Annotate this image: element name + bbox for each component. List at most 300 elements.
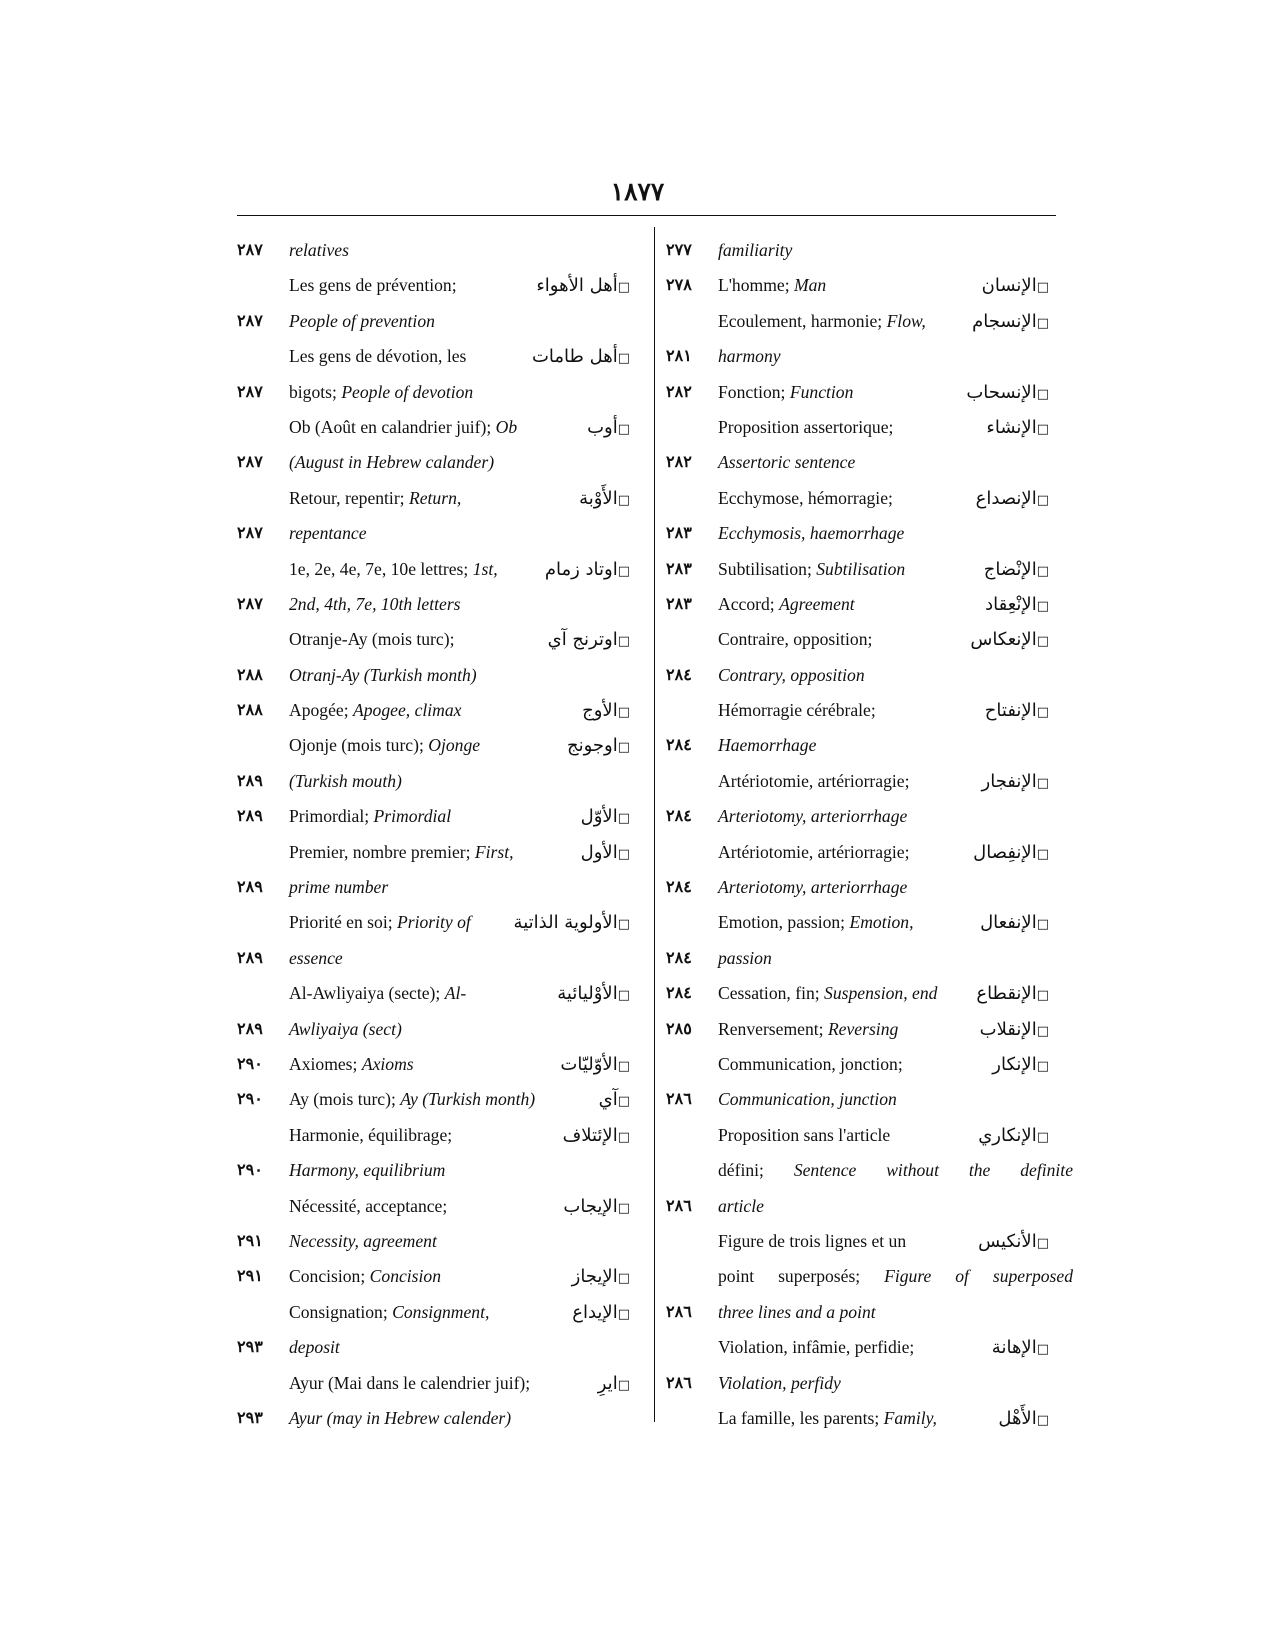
english-gloss: Agreement	[779, 593, 855, 614]
entry-text	[718, 552, 905, 587]
entry-text	[718, 976, 937, 1011]
english-gloss: Haemorrhage	[718, 735, 817, 756]
entry-marker-icon: □	[1036, 1342, 1049, 1358]
entry-text	[718, 1224, 906, 1259]
french-gloss: Apogée;	[289, 700, 354, 721]
entry-line	[237, 1153, 639, 1188]
entry-text	[289, 375, 473, 410]
entry-text	[289, 1153, 445, 1188]
entry-page-ref: ٢٨٤	[666, 949, 692, 967]
entry-text	[289, 445, 494, 480]
english-gloss: Return,	[408, 487, 462, 508]
entry-marker-icon: □	[617, 1094, 630, 1110]
french-gloss: Ecoulement, harmonie;	[718, 310, 887, 331]
entry-text	[718, 304, 926, 339]
entry-text	[718, 268, 826, 303]
arabic-term: الإهانة	[991, 1337, 1037, 1359]
entry-line	[666, 764, 1058, 799]
arabic-headword	[985, 587, 1058, 624]
entry-page-ref: ٢٨٦	[666, 1374, 692, 1392]
entry-page-ref: ٢٨٩	[237, 772, 263, 790]
entry-text	[289, 587, 461, 622]
arabic-term: ايرِ	[597, 1372, 618, 1394]
entry-text	[289, 799, 451, 834]
entry-line	[666, 410, 1058, 445]
entry-text	[718, 941, 772, 976]
entry-line	[666, 233, 1058, 268]
french-gloss: Ayur (Mai dans le calendrier juif);	[289, 1372, 531, 1393]
arabic-headword	[599, 1082, 639, 1119]
entry-text	[289, 1295, 489, 1330]
french-gloss: Violation, infâmie, perfidie;	[718, 1337, 915, 1358]
french-gloss: La famille, les parents;	[718, 1407, 884, 1428]
arabic-headword	[985, 693, 1058, 730]
arabic-term: الإنفجار	[981, 770, 1037, 792]
entry-line	[666, 1259, 1074, 1294]
english-gloss: People of prevention	[289, 310, 435, 331]
english-gloss: relatives	[289, 240, 349, 260]
entry-line	[666, 1047, 1058, 1082]
english-gloss: Violation, perfidy	[718, 1372, 841, 1393]
arabic-headword	[532, 339, 639, 376]
entry-line	[666, 516, 1058, 551]
arabic-headword	[536, 268, 639, 305]
entry-text	[718, 1401, 937, 1436]
entry-text	[718, 1082, 897, 1117]
entry-text	[289, 728, 480, 763]
english-gloss: Otranj-Ay (Turkish month)	[289, 664, 477, 685]
french-gloss: Al-Awliyaiya (secte);	[289, 983, 445, 1004]
entry-line	[237, 1401, 639, 1436]
french-gloss: Renversement;	[718, 1018, 828, 1039]
arabic-headword	[581, 799, 639, 836]
entry-line	[237, 658, 639, 693]
english-gloss: Ob	[495, 416, 518, 437]
entry-page-ref: ٢٨٢	[666, 383, 692, 401]
entry-marker-icon: □	[1036, 917, 1049, 933]
french-gloss: Axiomes;	[289, 1053, 362, 1074]
entry-page-ref: ٢٨٧	[237, 595, 263, 613]
entry-marker-icon: □	[1036, 563, 1049, 579]
french-gloss: Proposition sans l'article	[718, 1124, 891, 1145]
entry-line	[237, 1047, 639, 1082]
entry-line	[237, 1330, 639, 1365]
entry-line	[666, 339, 1058, 374]
arabic-headword	[548, 622, 639, 659]
english-gloss: Apogee, climax	[353, 700, 462, 721]
arabic-headword	[563, 1118, 639, 1155]
entry-line	[237, 622, 639, 657]
arabic-term: الإنعكاس	[970, 629, 1037, 651]
entry-line	[237, 410, 639, 445]
entry-text	[289, 693, 461, 728]
english-gloss: Ayur (may in Hebrew calender)	[289, 1407, 512, 1428]
arabic-term: الأول	[580, 841, 618, 863]
english-gloss: essence	[289, 947, 343, 968]
english-gloss: 1st,	[472, 558, 498, 579]
entry-page-ref: ٢٨٩	[237, 1020, 263, 1038]
english-gloss: Concision	[369, 1266, 442, 1287]
entry-line	[237, 1118, 639, 1153]
entry-marker-icon: □	[1036, 315, 1049, 331]
arabic-term: الإيجاز	[571, 1266, 618, 1288]
english-gloss: Contrary, opposition	[718, 664, 865, 685]
arabic-term: الإنسحاب	[966, 381, 1037, 403]
entry-marker-icon: □	[1036, 846, 1049, 862]
entry-text	[289, 905, 471, 940]
entry-line	[666, 1295, 1058, 1330]
entry-line	[237, 799, 639, 834]
entry-text	[289, 1189, 447, 1224]
right-column	[666, 233, 1074, 1436]
entry-marker-icon: □	[617, 1306, 630, 1322]
arabic-headword	[976, 481, 1058, 518]
entry-marker-icon: □	[617, 811, 630, 827]
french-gloss: point superposés;	[718, 1266, 885, 1287]
entry-text	[289, 1330, 340, 1365]
entry-text	[718, 835, 910, 870]
entry-line	[666, 1366, 1058, 1401]
entry-text	[289, 268, 457, 303]
english-gloss: (Turkish mouth)	[289, 770, 402, 791]
entry-marker-icon: □	[617, 1129, 630, 1145]
entry-text	[289, 552, 498, 587]
entry-marker-icon: □	[617, 634, 630, 650]
arabic-term: الإنكار	[992, 1053, 1037, 1075]
french-gloss: défini;	[718, 1160, 794, 1181]
arabic-term: الإنصداع	[975, 487, 1037, 509]
entry-line	[237, 1189, 639, 1224]
entry-marker-icon: □	[617, 988, 630, 1004]
english-gloss: Subtilisation	[816, 558, 906, 579]
french-gloss: Ob (Août en calandrier juif);	[289, 416, 496, 437]
entry-line	[666, 552, 1058, 587]
entry-marker-icon: □	[1036, 386, 1049, 402]
arabic-headword	[587, 410, 639, 447]
french-gloss: Les gens de dévotion, les	[289, 346, 467, 367]
french-gloss: Primordial;	[289, 806, 374, 827]
arabic-headword	[972, 304, 1058, 341]
arabic-term: الأوْليائية	[557, 983, 618, 1005]
arabic-term: آي	[598, 1089, 618, 1111]
arabic-term: الإنفِصال	[973, 841, 1037, 863]
arabic-headword	[572, 1295, 639, 1332]
french-gloss: Hémorragie cérébrale;	[718, 700, 876, 721]
entry-marker-icon: □	[1036, 1058, 1049, 1074]
arabic-headword	[973, 835, 1058, 872]
entry-line	[666, 1189, 1058, 1224]
french-gloss: Retour, repentir;	[289, 487, 409, 508]
entry-marker-icon: □	[1036, 280, 1049, 296]
english-gloss: prime number	[289, 877, 389, 898]
entry-text	[289, 976, 466, 1011]
french-gloss: Ecchymose, hémorragie;	[718, 487, 893, 508]
entry-line	[666, 799, 1058, 834]
french-gloss: Concision;	[289, 1266, 370, 1287]
french-gloss: Otranje-Ay (mois turc);	[289, 629, 455, 650]
entry-marker-icon: □	[1036, 775, 1049, 791]
english-gloss: Axioms	[361, 1053, 414, 1074]
entry-line	[666, 1012, 1058, 1047]
english-gloss: Primordial	[373, 806, 452, 827]
entry-page-ref: ٢٨٧	[237, 242, 263, 259]
arabic-term: أوب	[587, 416, 618, 438]
french-gloss: Premier, nombre premier;	[289, 841, 475, 862]
entry-page-ref: ٢٨٤	[666, 879, 692, 897]
arabic-headword	[557, 976, 639, 1013]
entry-line	[237, 976, 639, 1011]
entry-page-ref: ٢٨٧	[237, 312, 263, 330]
entry-page-ref: ٢٨٧	[237, 454, 263, 472]
entry-line	[666, 835, 1058, 870]
arabic-term: أهل الأهواء	[536, 275, 618, 297]
entry-page-ref: ٢٨٤	[666, 808, 692, 826]
english-gloss: (August in Hebrew calander)	[289, 452, 495, 473]
english-gloss: Function	[789, 381, 854, 402]
arabic-headword	[582, 693, 639, 730]
entry-marker-icon: □	[617, 1058, 630, 1074]
english-gloss: Assertoric sentence	[718, 452, 856, 473]
entry-marker-icon: □	[617, 917, 630, 933]
english-gloss: Necessity, agreement	[289, 1230, 437, 1251]
entry-page-ref: ٢٨٣	[666, 560, 692, 578]
entry-line	[237, 870, 639, 905]
entry-line	[666, 1401, 1058, 1436]
arabic-term: الأوّل	[580, 806, 618, 828]
entry-text	[718, 516, 904, 551]
french-gloss: 1e, 2e, 4e, 7e, 10e lettres;	[289, 558, 473, 579]
entry-text	[289, 1224, 437, 1259]
french-gloss: Harmonie, équilibrage;	[289, 1124, 453, 1145]
entry-page-ref: ٢٧٧	[666, 242, 692, 259]
french-gloss: Les gens de prévention;	[289, 275, 457, 296]
entry-page-ref: ٢٩٣	[237, 1409, 263, 1427]
entry-text	[718, 870, 907, 905]
arabic-term: الإنكاري	[978, 1124, 1037, 1146]
entry-text	[718, 233, 792, 268]
arabic-headword	[970, 622, 1058, 659]
entry-page-ref: ٢٨٨	[237, 702, 263, 720]
entry-marker-icon: □	[1036, 988, 1049, 1004]
entry-line	[666, 976, 1058, 1011]
entry-page-ref: ٢٩٠	[237, 1162, 263, 1180]
french-gloss: Cessation, fin;	[718, 983, 825, 1004]
entry-line	[666, 304, 1058, 339]
entry-line	[237, 764, 639, 799]
arabic-headword	[986, 410, 1058, 447]
french-gloss: Fonction;	[718, 381, 790, 402]
entry-line	[237, 375, 639, 410]
entry-page-ref: ٢٨٩	[237, 949, 263, 967]
english-gloss: People of devotion	[341, 381, 474, 402]
entry-page-ref: ٢٨٣	[666, 595, 692, 613]
entry-text	[718, 1047, 903, 1082]
entry-line	[666, 445, 1058, 480]
entry-marker-icon: □	[617, 740, 630, 756]
entry-text	[718, 410, 893, 445]
english-gloss: Figure of superposed	[884, 1266, 1074, 1287]
entry-text	[718, 1153, 1073, 1188]
arabic-term: الأَوْبة	[579, 487, 618, 509]
english-gloss: Ay (Turkish month)	[400, 1089, 536, 1110]
arabic-term: الأوّليّات	[560, 1053, 618, 1075]
arabic-term: الإيداع	[572, 1301, 618, 1323]
entry-text	[718, 587, 855, 622]
french-gloss: Subtilisation;	[718, 558, 817, 579]
entry-line	[237, 552, 639, 587]
arabic-term: اوتاد زمام	[544, 558, 618, 580]
entry-marker-icon: □	[1036, 598, 1049, 614]
entry-page-ref: ٢٨٢	[666, 454, 692, 472]
entry-line	[237, 1082, 639, 1117]
english-gloss: Ecchymosis, haemorrhage	[718, 523, 905, 544]
english-gloss: Communication, junction	[718, 1089, 897, 1110]
entry-text	[289, 516, 367, 551]
french-gloss: bigots;	[289, 381, 342, 402]
arabic-term: الإنسان	[981, 275, 1037, 297]
french-gloss: Nécessité, acceptance;	[289, 1195, 448, 1216]
entry-marker-icon: □	[617, 705, 630, 721]
french-gloss: Ay (mois turc);	[289, 1089, 401, 1110]
french-gloss: Artériotomie, artériorragie;	[718, 770, 910, 791]
entry-line	[666, 268, 1058, 303]
entry-text	[289, 835, 514, 870]
entry-page-ref: ٢٨٨	[237, 666, 263, 684]
entry-line	[237, 268, 639, 303]
entry-line	[666, 905, 1058, 940]
entry-text	[289, 1082, 535, 1117]
arabic-term: الإنْعِقاد	[985, 593, 1037, 615]
entry-line	[666, 1330, 1058, 1365]
french-gloss: Proposition assertorique;	[718, 416, 894, 437]
entry-text	[289, 339, 466, 374]
arabic-headword	[514, 905, 639, 942]
entry-text	[289, 1047, 414, 1082]
entry-line	[666, 375, 1058, 410]
english-gloss: harmony	[718, 346, 781, 367]
english-gloss: Al-	[444, 983, 467, 1004]
english-gloss: Sentence without the definite	[793, 1160, 1073, 1181]
entry-marker-icon: □	[1036, 421, 1049, 437]
arabic-term: اوترنج آي	[547, 629, 618, 651]
entry-line	[666, 870, 1058, 905]
entry-page-ref: ٢٩٠	[237, 1091, 263, 1109]
arabic-term: الإنفتاح	[984, 700, 1037, 722]
english-gloss: three lines and a point	[718, 1301, 876, 1322]
entry-line	[666, 1224, 1058, 1259]
entry-line	[666, 1082, 1058, 1117]
entry-marker-icon: □	[617, 280, 630, 296]
entry-text	[718, 1366, 841, 1401]
entry-text	[289, 410, 517, 445]
arabic-term: الإنسجام	[972, 310, 1037, 332]
column-divider	[654, 227, 655, 1422]
french-gloss: Emotion, passion;	[718, 912, 850, 933]
entry-text	[718, 339, 781, 374]
french-gloss: Contraire, opposition;	[718, 629, 873, 650]
arabic-headword	[980, 905, 1058, 942]
english-gloss: Flow,	[886, 310, 926, 331]
entry-text	[718, 1012, 898, 1047]
arabic-headword	[563, 1189, 639, 1226]
entry-marker-icon: □	[617, 1271, 630, 1287]
arabic-headword	[984, 552, 1058, 589]
english-gloss: Family,	[883, 1407, 937, 1428]
entry-page-ref: ٢٩١	[237, 1268, 263, 1286]
english-gloss: Man	[793, 275, 827, 296]
entry-line	[237, 1259, 639, 1294]
english-gloss: Arteriotomy, arteriorrhage	[718, 877, 908, 898]
english-gloss: Ojonge	[428, 735, 481, 756]
entry-marker-icon: □	[1036, 1235, 1049, 1251]
entry-text	[718, 1259, 1073, 1294]
page-number: ١٨٧٧	[610, 179, 665, 206]
entry-page-ref: ٢٨٦	[666, 1303, 692, 1321]
entry-line	[237, 587, 639, 622]
entry-marker-icon: □	[617, 421, 630, 437]
arabic-headword	[598, 1366, 639, 1403]
entry-text	[718, 658, 865, 693]
entry-marker-icon: □	[617, 563, 630, 579]
entry-marker-icon: □	[617, 1200, 630, 1216]
french-gloss: Artériotomie, artériorragie;	[718, 841, 910, 862]
arabic-headword	[978, 1118, 1058, 1155]
entry-line	[237, 516, 639, 551]
entry-line	[237, 1012, 639, 1047]
arabic-headword	[982, 268, 1058, 305]
entry-page-ref: ٢٨٩	[237, 808, 263, 826]
arabic-term: الأولوية الذاتية	[513, 912, 618, 934]
entry-marker-icon: □	[1036, 705, 1049, 721]
entry-page-ref: ٢٩٠	[237, 1055, 263, 1073]
entry-marker-icon: □	[617, 351, 630, 367]
entry-text	[718, 905, 914, 940]
arabic-term: اوجونج	[566, 735, 618, 757]
french-gloss: Consignation;	[289, 1301, 393, 1322]
entry-text	[718, 445, 855, 480]
entry-line	[237, 1366, 639, 1401]
arabic-term: الأنكيس	[978, 1230, 1037, 1252]
arabic-term: الأوج	[582, 700, 618, 722]
arabic-headword	[581, 835, 639, 872]
entry-marker-icon: □	[1036, 492, 1049, 508]
entry-text	[289, 1012, 402, 1047]
entry-line	[666, 728, 1058, 763]
entry-line	[666, 481, 1058, 516]
entry-marker-icon: □	[1036, 1023, 1049, 1039]
entry-text	[718, 622, 872, 657]
entry-line	[237, 1295, 639, 1330]
english-gloss: Priority of	[397, 912, 471, 933]
entry-page-ref: ٢٩٣	[237, 1339, 263, 1357]
entry-marker-icon: □	[617, 846, 630, 862]
entry-line	[237, 835, 639, 870]
entry-page-ref: ٢٨٤	[666, 985, 692, 1003]
entry-page-ref: ٢٨٧	[237, 525, 263, 543]
english-gloss: Arteriotomy, arteriorrhage	[718, 806, 908, 827]
french-gloss: Communication, jonction;	[718, 1053, 903, 1074]
arabic-term: الإئتلاف	[562, 1124, 618, 1146]
english-gloss: deposit	[289, 1337, 340, 1358]
entry-line	[666, 587, 1058, 622]
entry-line	[237, 941, 639, 976]
arabic-headword	[572, 1259, 639, 1296]
entry-line	[666, 941, 1058, 976]
entry-marker-icon: □	[617, 492, 630, 508]
arabic-term: الإنشاء	[986, 416, 1037, 438]
entry-text	[289, 304, 435, 339]
entry-text	[289, 233, 349, 268]
